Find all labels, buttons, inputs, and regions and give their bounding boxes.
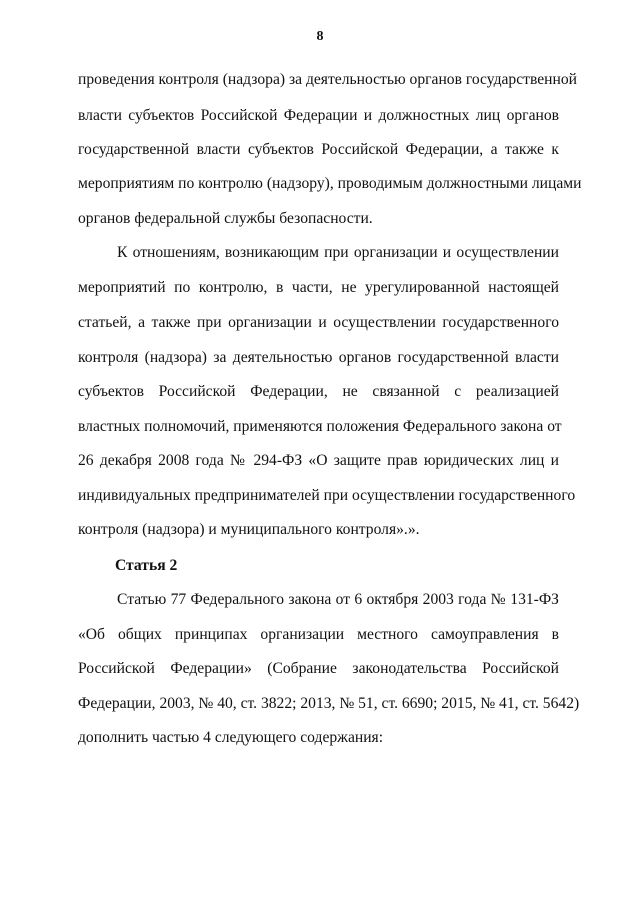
text-line: властных полномочий, применяются положения Федерального закона от (78, 418, 562, 435)
text-line: субъектов Российской Федерации, не связанной с реализацией (78, 383, 559, 400)
text-line: органов федеральной службы безопасности. (78, 210, 373, 227)
text-line: власти субъектов Российской Федерации и должностных лиц органов (78, 107, 559, 124)
text-line: государственной власти субъектов Российской Федерации, а также к (78, 141, 559, 158)
text-line: 26 декабря 2008 года № 294-ФЗ «О защите прав юридических лиц и (78, 452, 559, 469)
text-line: мероприятиям по контролю (надзору), проводимым должностными лицами (78, 175, 582, 192)
text-line: контроля (надзора) и муниципального контроля».». (78, 521, 420, 538)
text-line: проведения контроля (надзора) за деятельностью органов государственной (78, 71, 577, 88)
text-line: К отношениям, возникающим при организации и осуществлении (117, 244, 559, 261)
text-line: Статью 77 Федерального закона от 6 октября 2003 года № 131-ФЗ (117, 591, 559, 608)
article-heading: Статья 2 (115, 557, 178, 574)
text-line: мероприятий по контролю, в части, не урегулированной настоящей (78, 279, 559, 296)
text-line: индивидуальных предпринимателей при осуществлении государственного (78, 487, 576, 504)
text-line: Российской Федерации» (Собрание законодательства Российской (78, 660, 559, 677)
text-line: дополнить частью 4 следующего содержания: (78, 729, 384, 746)
text-line: контроля (надзора) за деятельностью органов государственной власти (78, 349, 559, 366)
text-line: «Об общих принципах организации местного самоуправления в (78, 626, 559, 643)
page-number: 8 (316, 29, 324, 44)
text-line: статьей, а также при организации и осуществлении государственного (78, 314, 559, 331)
text-line: Федерации, 2003, № 40, ст. 3822; 2013, № 51, ст. 6690; 2015, № 41, ст. 5642) (78, 695, 580, 712)
